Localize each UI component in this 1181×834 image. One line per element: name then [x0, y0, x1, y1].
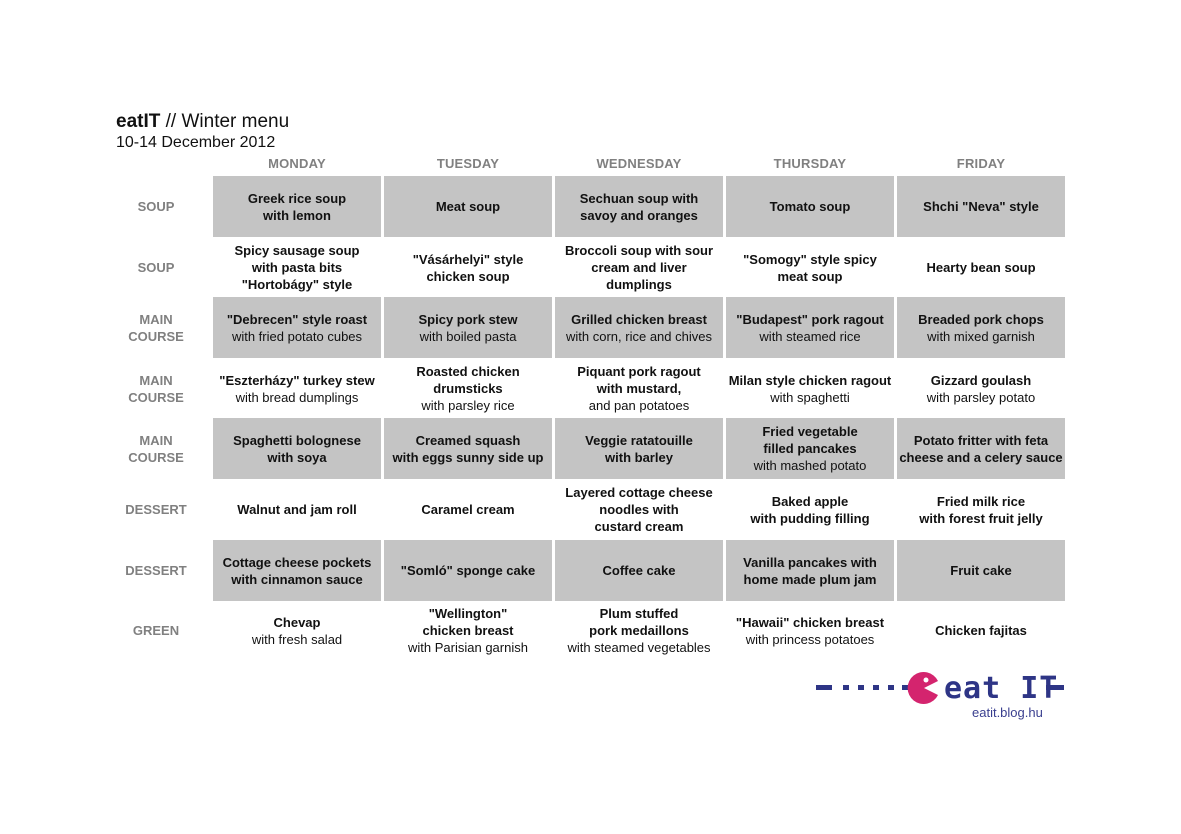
dish-name: Veggie ratatouille with barley — [585, 432, 693, 465]
logo-wordmark: eat IT — [944, 671, 1059, 706]
menu-row — [0, 479, 1181, 540]
menu-cell — [897, 540, 1065, 601]
dish-name: Coffee cake — [602, 563, 676, 578]
menu-row — [0, 176, 1181, 237]
menu-cell — [726, 418, 894, 479]
dish-side: with Parisian garnish — [408, 640, 528, 655]
menu-cell — [213, 176, 381, 237]
page-title — [116, 111, 289, 133]
course-label: MAIN COURSE — [128, 432, 184, 465]
day-header-friday: FRIDAY — [956, 156, 1006, 171]
dish-name: "Somogy" style spicy meat soup — [743, 251, 877, 284]
dish-name: Roasted chicken drumsticks — [416, 364, 520, 396]
menu-cell — [897, 237, 1065, 298]
menu-cell — [726, 237, 894, 298]
dish-side: with princess potatoes — [745, 631, 875, 647]
menu-cell — [726, 297, 894, 358]
dish-name: Chevap — [273, 614, 321, 630]
brand-name: eatIT — [116, 111, 161, 132]
logo-url: eatit.blog.hu — [972, 705, 1043, 720]
dish-name: Creamed squash with eggs sunny side up — [392, 432, 544, 465]
dish-name: Fried milk rice with forest fruit jelly — [919, 493, 1043, 526]
dish-name: Chicken fajitas — [935, 623, 1027, 638]
dish-name: Fried vegetable filled pancakes — [762, 424, 858, 456]
dish-side: with parsley potato — [926, 389, 1036, 405]
dish-side: with boiled pasta — [419, 328, 517, 344]
dish-side: and pan potatoes — [588, 398, 690, 413]
course-label: DESSERT — [125, 563, 187, 578]
menu-cell — [213, 297, 381, 358]
dish-name: Tomato soup — [769, 199, 851, 214]
dish-name: Greek rice soup with lemon — [247, 190, 347, 223]
menu-row — [0, 297, 1181, 358]
day-header-wednesday: WEDNESDAY — [596, 156, 682, 171]
menu-row — [0, 358, 1181, 419]
dish-side: with fried potato cubes — [231, 328, 363, 344]
dish-side: with mixed garnish — [927, 328, 1035, 344]
dish-side: with steamed vegetables — [567, 640, 711, 655]
menu-cell — [384, 600, 552, 661]
menu-row — [0, 540, 1181, 601]
menu-cell — [897, 176, 1065, 237]
menu-cell — [555, 600, 723, 661]
menu-cell — [897, 358, 1065, 419]
dish-name: Broccoli soup with sour cream and liver dumplings — [564, 243, 714, 292]
dish-name: Fruit cake — [950, 563, 1012, 578]
dish-name: Caramel cream — [421, 502, 515, 517]
menu-row — [0, 600, 1181, 661]
title-text: // Winter menu — [160, 111, 290, 132]
dish-name: Potato fritter with feta cheese and a celery sauce — [899, 432, 1063, 465]
dish-name: Sechuan soup with savoy and oranges — [579, 190, 699, 223]
menu-cell — [726, 479, 894, 540]
menu-cell — [384, 358, 552, 419]
menu-cell — [897, 600, 1065, 661]
dish-name: "Debrecen" style roast — [226, 311, 368, 327]
menu-cell — [213, 358, 381, 419]
menu-cell — [384, 479, 552, 540]
course-label: SOUP — [137, 260, 175, 275]
menu-cell — [726, 540, 894, 601]
menu-cell — [213, 418, 381, 479]
menu-cell — [555, 176, 723, 237]
dish-name: Spicy sausage soup with pasta bits "Hortobágy" style — [234, 243, 360, 292]
course-label: SOUP — [137, 199, 175, 214]
dish-side: with bread dumplings — [235, 389, 359, 405]
menu-row — [0, 237, 1181, 298]
day-header-thursday: THURSDAY — [773, 156, 847, 171]
menu-row — [0, 418, 1181, 479]
dish-name: "Hawaii" chicken breast — [735, 614, 885, 630]
eatit-logo — [816, 668, 1066, 724]
menu-cell — [555, 418, 723, 479]
day-header-row — [0, 155, 1181, 173]
menu-cell — [726, 358, 894, 419]
date-range: 10-14 December 2012 — [116, 134, 276, 151]
logo-pacman-icon — [908, 672, 938, 704]
menu-cell — [213, 600, 381, 661]
day-header-monday: MONDAY — [268, 156, 326, 171]
menu-cell — [555, 540, 723, 601]
menu-cell — [555, 237, 723, 298]
dish-side: with steamed rice — [759, 328, 861, 344]
course-label: MAIN COURSE — [128, 311, 184, 344]
menu-cell — [213, 540, 381, 601]
dish-side: with parsley rice — [421, 398, 515, 413]
dish-name: "Vásárhelyi" style chicken soup — [412, 251, 524, 284]
course-label: DESSERT — [125, 502, 187, 517]
dish-side: with corn, rice and chives — [566, 328, 712, 344]
menu-cell — [897, 418, 1065, 479]
menu-cell — [726, 176, 894, 237]
dish-name: "Somló" sponge cake — [400, 563, 536, 578]
dish-name: Cottage cheese pockets with cinnamon sauce — [222, 554, 372, 587]
dish-name: Spaghetti bolognese with soya — [233, 432, 361, 465]
course-label: GREEN — [132, 623, 180, 638]
menu-cell — [726, 600, 894, 661]
dish-name: Milan style chicken ragout — [728, 372, 892, 388]
dish-name: Plum stuffed pork medaillons — [589, 606, 689, 638]
title-block — [116, 111, 289, 153]
menu-cell — [555, 358, 723, 419]
menu-cell — [897, 479, 1065, 540]
menu-cell — [897, 297, 1065, 358]
menu-cell — [213, 479, 381, 540]
course-label: MAIN COURSE — [128, 372, 184, 405]
dish-name: Shchi "Neva" style — [923, 199, 1039, 214]
dish-name: Walnut and jam roll — [237, 502, 357, 517]
dish-name: Grilled chicken breast — [571, 311, 707, 327]
dish-side: with fresh salad — [251, 631, 343, 647]
menu-cell — [384, 237, 552, 298]
menu-cell — [384, 540, 552, 601]
menu-cell — [384, 297, 552, 358]
dish-side: with spaghetti — [770, 389, 850, 405]
menu-cell — [213, 237, 381, 298]
day-header-tuesday: TUESDAY — [436, 156, 500, 171]
dish-name: "Budapest" pork ragout — [736, 311, 884, 327]
dish-name: Spicy pork stew — [418, 311, 518, 327]
menu-cell — [384, 418, 552, 479]
dish-side: with mashed potato — [753, 458, 867, 473]
dish-name: Meat soup — [435, 199, 501, 214]
dish-name: "Eszterházy" turkey stew — [219, 372, 375, 388]
dish-name: Vanilla pancakes with home made plum jam — [743, 554, 877, 587]
dish-name: Layered cottage cheese noodles with custard cream — [565, 485, 713, 534]
menu-cell — [555, 297, 723, 358]
dish-name: Baked apple with pudding filling — [750, 493, 870, 526]
dish-name: Breaded pork chops — [918, 311, 1044, 327]
menu-cell — [384, 176, 552, 237]
dish-name: "Wellington" chicken breast — [422, 606, 514, 638]
menu-cell — [555, 479, 723, 540]
dish-name: Hearty bean soup — [926, 260, 1036, 275]
dish-name: Gizzard goulash — [930, 372, 1032, 388]
dish-name: Piquant pork ragout with mustard, — [577, 364, 701, 396]
